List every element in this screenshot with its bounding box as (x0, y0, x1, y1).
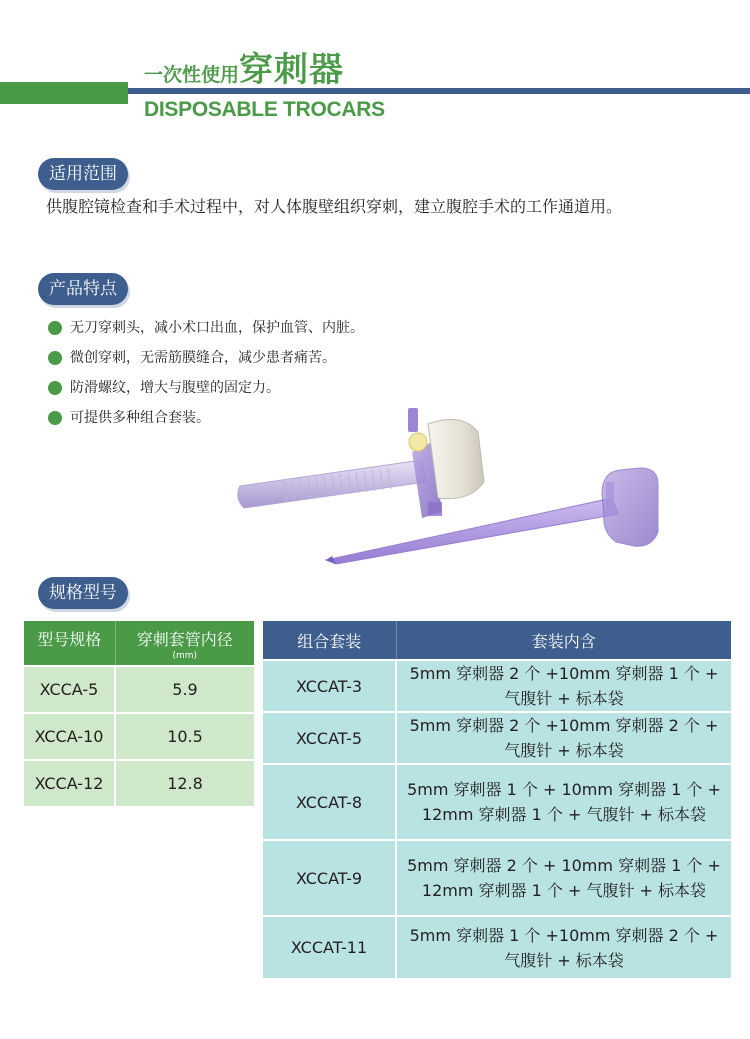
feature-text: 防滑螺纹，增大与腹壁的固定力。 (70, 380, 280, 396)
cell-kit: XCCAT-11 (263, 916, 396, 978)
cell-kit: XCCAT-8 (263, 764, 396, 840)
bullet-icon (48, 411, 62, 425)
cannula (238, 408, 484, 518)
cell-contents: 5mm 穿刺器 1 个 + 10mm 穿刺器 1 个 + 12mm 穿刺器 1 个 + 气腹针 + 标本袋 (396, 764, 731, 840)
table-row (263, 660, 731, 712)
header-contents: 套装内含 (396, 621, 731, 660)
features-label: 产品特点 (38, 273, 128, 305)
cell-kit: XCCAT-5 (263, 712, 396, 764)
cell-diameter: 10.5 (115, 713, 254, 760)
table-row (24, 666, 254, 713)
model-spec-table (24, 621, 254, 806)
table-header-row (263, 621, 731, 660)
table-row (263, 840, 731, 916)
cell-contents: 5mm 穿刺器 2 个 +10mm 穿刺器 2 个 + 气腹针 + 标本袋 (396, 712, 731, 764)
table-header-row (24, 621, 254, 666)
page-title-big: 穿刺器 (239, 50, 345, 90)
page-subtitle: DISPOSABLE TROCARS (144, 98, 385, 121)
page-title-small: 一次性使用 (144, 64, 240, 86)
feature-text: 无刀穿刺头，减小术口出血，保护血管、内脏。 (70, 320, 364, 336)
cell-model: XCCA-10 (24, 713, 115, 760)
cell-contents: 5mm 穿刺器 2 个 +10mm 穿刺器 1 个 + 气腹针 + 标本袋 (396, 660, 731, 712)
cell-contents: 5mm 穿刺器 1 个 +10mm 穿刺器 2 个 + 气腹针 + 标本袋 (396, 916, 731, 978)
table-row (263, 712, 731, 764)
cell-diameter: 5.9 (115, 666, 254, 713)
page-title (144, 42, 344, 91)
feature-item (48, 318, 364, 348)
header-kit: 组合套装 (263, 621, 396, 660)
header-inner-diameter: 穿刺套管内径 (136, 630, 233, 649)
kit-table (263, 621, 731, 978)
trocar-illustration (232, 402, 672, 572)
bullet-icon (48, 321, 62, 335)
scope-label: 适用范围 (38, 158, 128, 190)
bullet-icon (48, 351, 62, 365)
header-unit: (mm) (172, 651, 198, 661)
header-green-bar (0, 82, 128, 104)
cell-model: XCCA-5 (24, 666, 115, 713)
cell-kit: XCCAT-3 (263, 660, 396, 712)
table-header-cell (115, 621, 254, 666)
table-header-cell (24, 621, 115, 666)
table-row (263, 764, 731, 840)
specs-label: 规格型号 (38, 577, 128, 609)
cell-kit: XCCAT-9 (263, 840, 396, 916)
feature-text: 可提供多种组合套装。 (70, 410, 210, 426)
cell-contents: 5mm 穿刺器 2 个 + 10mm 穿刺器 1 个 + 12mm 穿刺器 1 个 + 气腹针 + 标本袋 (396, 840, 731, 916)
cell-diameter: 12.8 (115, 760, 254, 806)
cell-model: XCCA-12 (24, 760, 115, 806)
scope-text: 供腹腔镜检查和手术过程中，对人体腹壁组织穿刺，建立腹腔手术的工作通道用。 (46, 197, 623, 216)
bullet-icon (48, 381, 62, 395)
feature-item (48, 348, 364, 378)
table-row (24, 713, 254, 760)
header-model: 型号规格 (37, 630, 102, 649)
table-row (24, 760, 254, 806)
feature-text: 微创穿刺，无需筋膜缝合，减少患者痛苦。 (70, 350, 336, 366)
table-row (263, 916, 731, 978)
